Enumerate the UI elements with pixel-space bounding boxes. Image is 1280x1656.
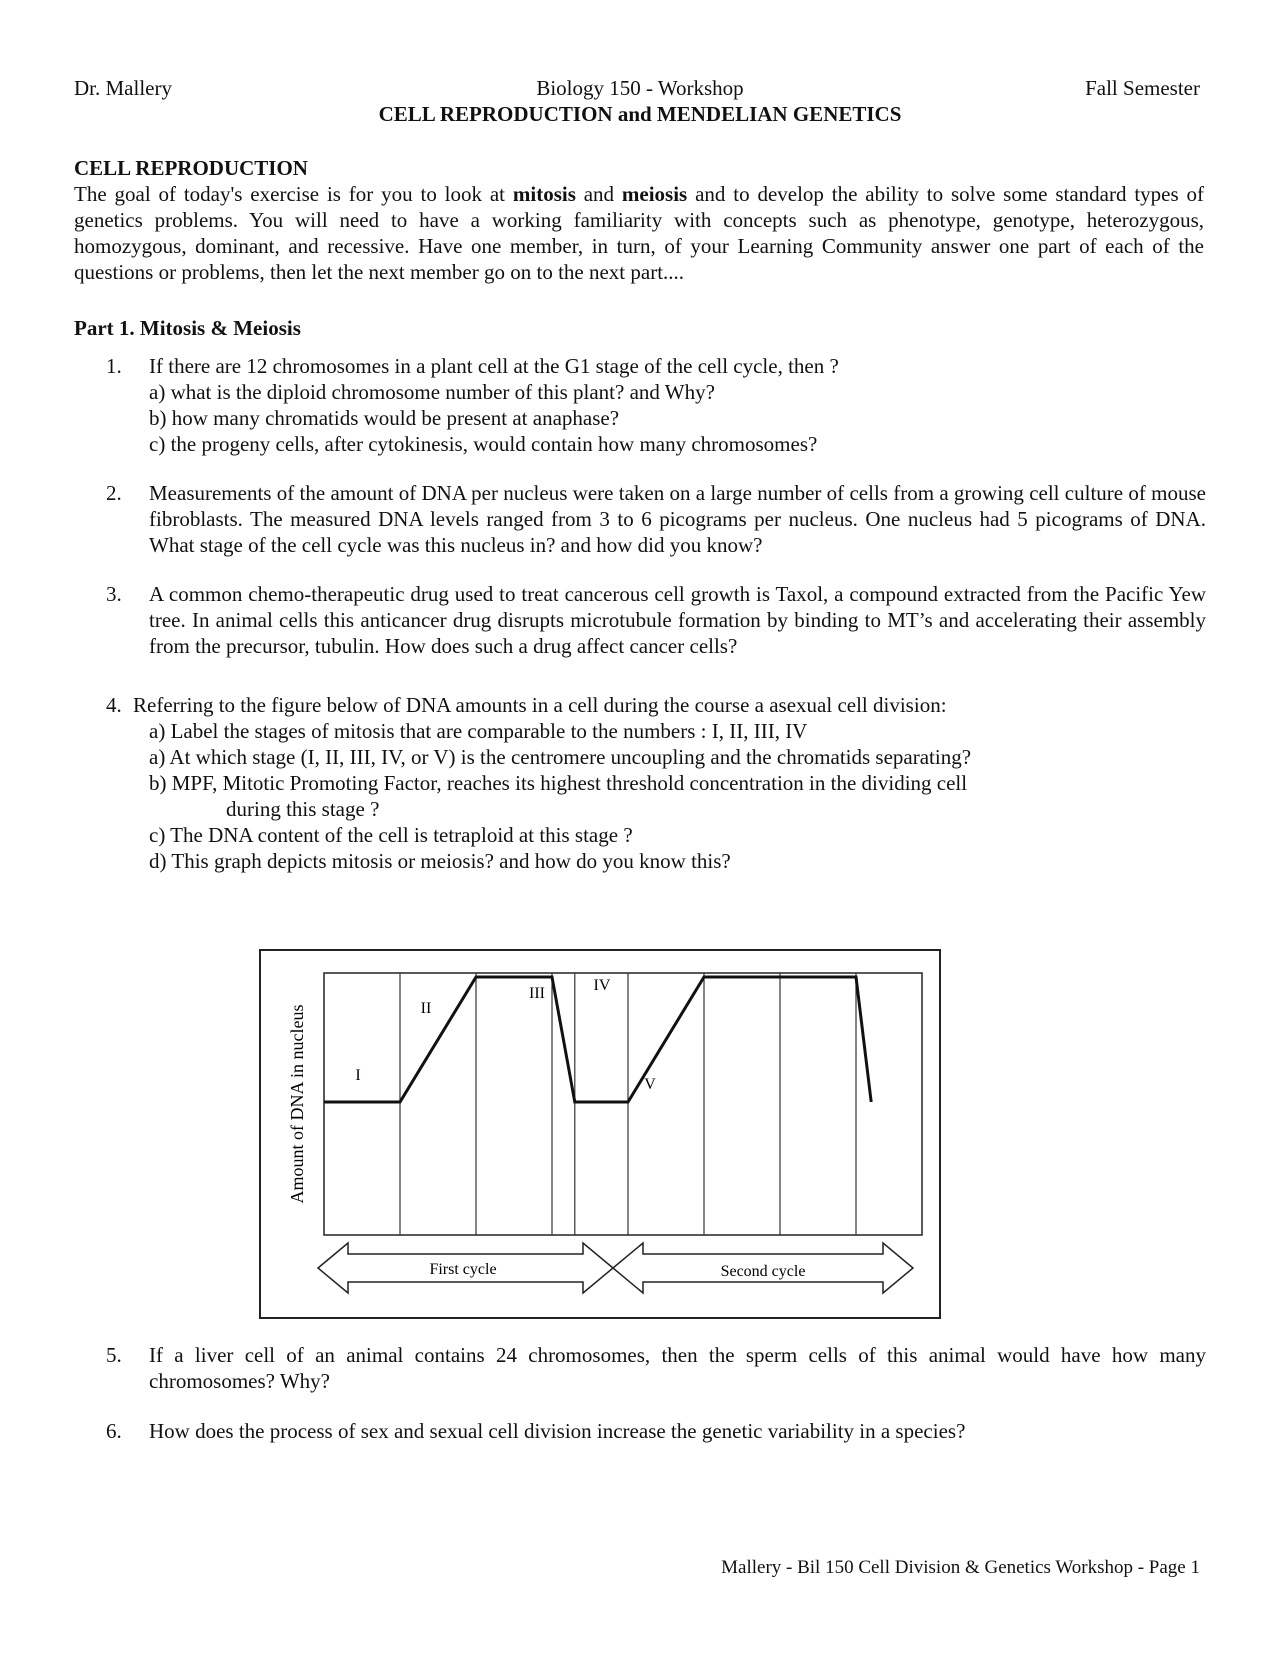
question-number: 5.	[106, 1343, 122, 1367]
question-2	[106, 480, 1206, 558]
header-term: Fall Semester	[1085, 76, 1200, 100]
question-part-b2: during this stage ?	[226, 797, 380, 821]
page-footer: Mallery - Bil 150 Cell Division & Genetics Workshop - Page 1	[721, 1557, 1200, 1578]
question-part-b1: b) MPF, Mitotic Promoting Factor, reaches its highest threshold concentration in the dividing cell	[149, 771, 968, 795]
question-number: 6.	[106, 1419, 122, 1443]
question-text: Referring to the figure below of DNA amounts in a cell during the course a asexual cell division:	[133, 693, 947, 717]
stage-label-iv: IV	[593, 977, 611, 994]
question-part-a: a) what is the diploid chromosome number of this plant? and Why?	[149, 380, 715, 404]
header-course: Biology 150 - Workshop	[536, 76, 744, 100]
page-title: CELL REPRODUCTION and MENDELIAN GENETICS	[378, 102, 902, 126]
question-6	[106, 1418, 1206, 1444]
question-text: Measurements of the amount of DNA per nucleus were taken on a large number of cells from a growing cell culture of mouse fibroblasts. The measured DNA levels ranged from 3 to 6 picograms per nucleus. One nucleus had 5 picograms of DNA. What stage of the cell cycle was this nucleus in? and how did you know?	[149, 481, 1206, 557]
stage-label-iii: III	[529, 985, 545, 1002]
plot-area	[324, 973, 922, 1235]
phase-dividers	[400, 973, 856, 1235]
question-5	[106, 1342, 1206, 1394]
question-part-a2: a) At which stage (I, II, III, IV, or V) is the centromere uncoupling and the chromatids separating?	[149, 745, 972, 769]
question-number: 2.	[106, 481, 122, 505]
question-text: How does the process of sex and sexual cell division increase the genetic variability in a species?	[149, 1419, 966, 1443]
part-heading: Part 1. Mitosis & Meiosis	[74, 316, 301, 340]
y-axis-label: Amount of DNA in nucleus	[287, 1004, 307, 1204]
question-text: If there are 12 chromosomes in a plant cell at the G1 stage of the cell cycle, then ?	[149, 354, 839, 378]
question-part-d: d) This graph depicts mitosis or meiosis? and how do you know this?	[149, 849, 731, 873]
first-cycle-label: First cycle	[429, 1261, 497, 1278]
question-3	[106, 581, 1206, 659]
dna-content-figure	[258, 948, 943, 1323]
question-part-a1: a) Label the stages of mitosis that are comparable to the numbers : I, II, III, IV	[149, 719, 808, 743]
question-part-b: b) how many chromatids would be present at anaphase?	[149, 406, 620, 430]
header-instructor: Dr. Mallery	[74, 76, 172, 100]
question-1	[106, 353, 1206, 457]
second-cycle-label: Second cycle	[720, 1263, 806, 1280]
question-number: 3.	[106, 582, 122, 606]
dna-amount-line	[324, 977, 871, 1102]
question-4	[106, 692, 1206, 874]
section-title: CELL REPRODUCTION	[74, 156, 308, 180]
question-number: 1.	[106, 354, 122, 378]
question-text: A common chemo-therapeutic drug used to treat cancerous cell growth is Taxol, a compound extracted from the Pacific Yew tree. In animal cells this anticancer drug disrupts microtubule formation by binding to MT’s and accelerating their assembly from the precursor, tubulin. How does such a drug affect cancer cells?	[149, 582, 1206, 658]
question-number: 4.	[106, 693, 122, 717]
figure-frame	[260, 950, 940, 1318]
stage-label-v: V	[644, 1076, 656, 1093]
stage-label-i: I	[355, 1067, 361, 1084]
intro-paragraph: The goal of today's exercise is for you to look at mitosis and meiosis and to develop the ability to solve some standard types of genetics problems. You will need to have a working familiarity with concepts such as phenotype, genotype, heterozygous, homozygous, dominant, and recessive. Have one member, in turn, of your Learning Community answer one part of each of the questions or problems, then let the next member go on to the next part....	[74, 182, 1204, 284]
stage-label-ii: II	[420, 1000, 432, 1017]
question-part-c: c) the progeny cells, after cytokinesis, would contain how many chromosomes?	[149, 432, 818, 456]
question-text: If a liver cell of an animal contains 24 chromosomes, then the sperm cells of this animal would have how many chromosomes? Why?	[149, 1343, 1206, 1393]
question-part-c: c) The DNA content of the cell is tetraploid at this stage ?	[149, 823, 633, 847]
